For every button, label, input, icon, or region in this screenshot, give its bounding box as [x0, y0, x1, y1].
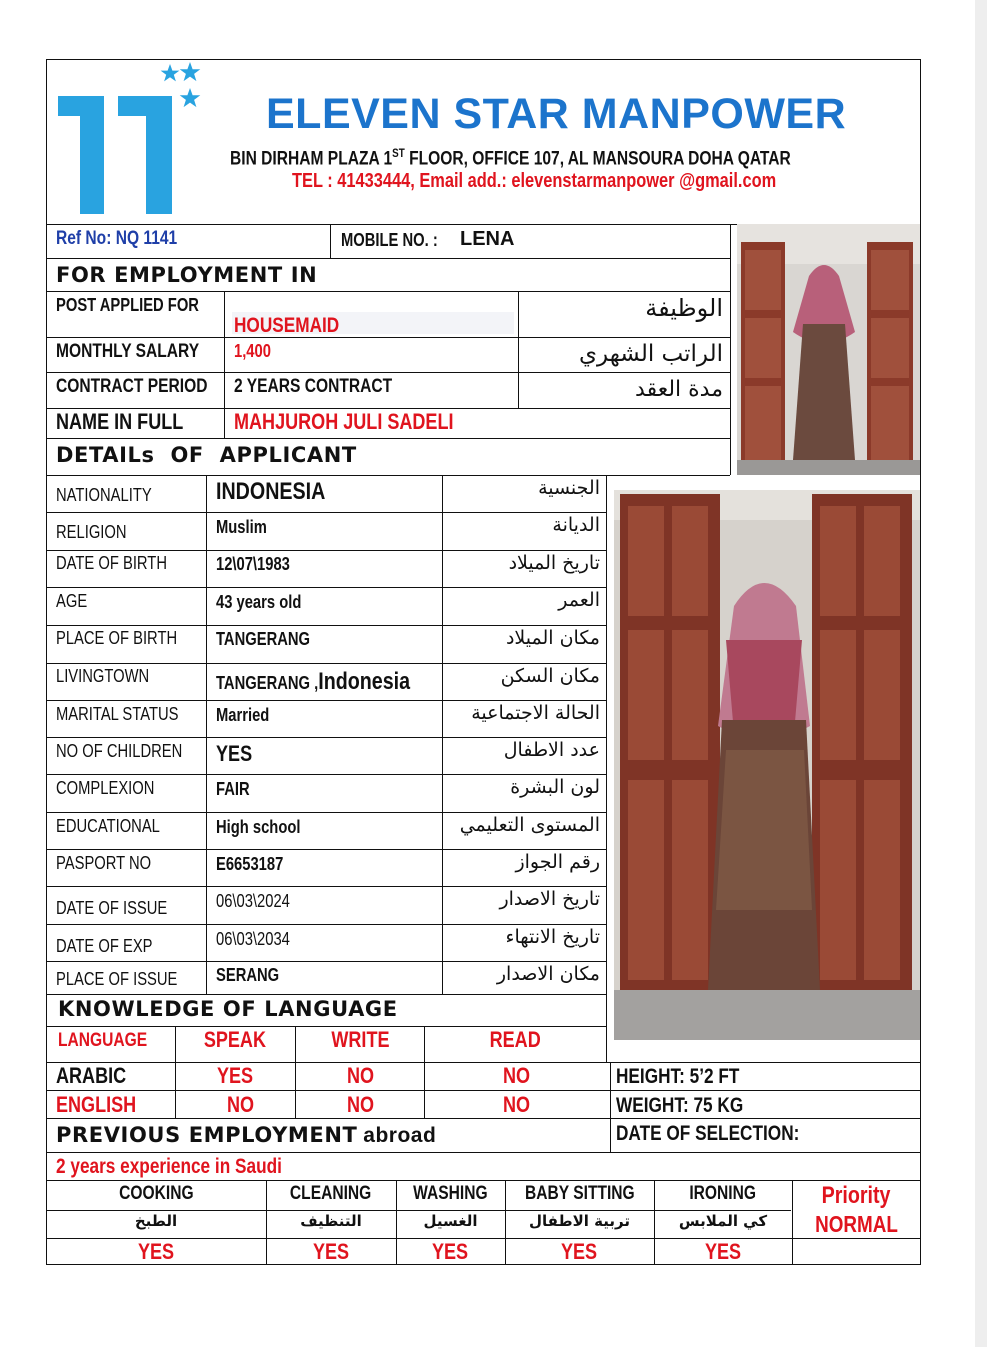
page-edge — [975, 0, 987, 1347]
salary-label: MONTHLY SALARY — [56, 341, 200, 362]
detail-value: High school — [216, 817, 301, 837]
detail-arabic: مكان الميلاد — [505, 627, 600, 649]
ref-number: Ref No: NQ 1141 — [56, 228, 178, 249]
post-label: POST APPLIED FOR — [56, 295, 199, 315]
company-contact: TEL : 41433444, Email add.: elevenstarmanpower @gmail.com — [292, 170, 777, 192]
skill-arabic: الطبخ — [134, 1212, 178, 1230]
skill-value: YES — [561, 1239, 598, 1264]
lang-header-speak: SPEAK — [203, 1027, 267, 1052]
detail-arabic: الديانة — [552, 514, 600, 536]
lang-arabic-speak: YES — [216, 1063, 254, 1088]
date-of-selection-label: DATE OF SELECTION: — [616, 1122, 800, 1145]
lang-arabic-read: NO — [502, 1063, 530, 1088]
detail-label: MARITAL STATUS — [56, 704, 179, 724]
previous-employment-title: PREVIOUS EMPLOYMENT abroad — [56, 1123, 437, 1147]
height-value: HEIGHT: 5’2 FT — [616, 1065, 740, 1088]
detail-label: DATE OF ISSUE — [56, 898, 168, 918]
detail-value: SERANG — [216, 965, 280, 985]
detail-arabic: لون البشرة — [510, 776, 600, 798]
skill-name: IRONING — [689, 1183, 757, 1204]
detail-value: 12\07\1983 — [216, 554, 290, 574]
lang-row-english: ENGLISH — [56, 1092, 137, 1117]
detail-value: E6653187 — [216, 854, 284, 874]
skill-arabic: كي الملابس — [678, 1212, 768, 1230]
detail-arabic: العمر — [558, 589, 600, 611]
detail-arabic: مكان الاصدار — [496, 963, 600, 985]
company-address: BIN DIRHAM PLAZA 1ST FLOOR, OFFICE 107, AL MANSOURA DOHA QATAR — [230, 146, 791, 170]
applicant-photo-small — [737, 224, 920, 475]
priority-label: Priority — [822, 1182, 891, 1209]
detail-arabic: تاريخ الميلاد — [508, 552, 600, 574]
lang-header-language: LANGUAGE — [58, 1030, 148, 1051]
detail-label: PLACE OF BIRTH — [56, 628, 178, 648]
detail-arabic: عدد الاطفال — [503, 739, 600, 761]
lang-arabic-write: NO — [346, 1063, 374, 1088]
skill-value: YES — [432, 1239, 469, 1264]
weight-value: WEIGHT: 75 KG — [616, 1094, 744, 1117]
detail-value: 06\03\2034 — [216, 929, 290, 949]
detail-arabic: الجنسية — [538, 477, 600, 499]
applicant-photo-large — [614, 490, 920, 1040]
detail-arabic: مكان السكن — [500, 665, 600, 687]
skill-value: YES — [312, 1239, 350, 1264]
priority-value: NORMAL — [815, 1211, 898, 1237]
detail-arabic: رقم الجواز — [515, 851, 600, 873]
detail-value: TANGERANG ,Indonesia — [216, 668, 411, 695]
detail-label: DATE OF EXP — [56, 936, 153, 956]
detail-value: YES — [216, 741, 253, 766]
skill-value: YES — [704, 1239, 742, 1264]
employment-title: FOR EMPLOYMENT IN — [56, 263, 318, 287]
skill-name: COOKING — [118, 1183, 194, 1204]
fullname-value: MAHJUROH JULI SADELI — [234, 409, 454, 434]
lang-header-write: WRITE — [330, 1027, 390, 1052]
detail-label: LIVINGTOWN — [56, 666, 150, 686]
detail-arabic: تاريخ الاصدار — [499, 888, 600, 910]
detail-value: FAIR — [216, 779, 250, 799]
skill-value: YES — [137, 1239, 175, 1264]
skill-arabic: الغسيل — [423, 1212, 478, 1230]
detail-label: PASPORT NO — [56, 853, 152, 873]
detail-label: AGE — [56, 591, 88, 611]
detail-value: INDONESIA — [216, 478, 326, 505]
post-arabic: الوظيفة — [645, 294, 723, 322]
detail-label: NATIONALITY — [56, 485, 152, 505]
skill-name: CLEANING — [290, 1183, 372, 1204]
detail-label: COMPLEXION — [56, 778, 155, 798]
post-value: HOUSEMAID — [234, 314, 340, 337]
company-name: ELEVEN STAR MANPOWER — [266, 90, 847, 138]
details-title: DETAILs OF APPLICANT — [56, 443, 357, 467]
detail-value: TANGERANG — [216, 629, 311, 649]
contract-value: 2 YEARS CONTRACT — [234, 376, 393, 397]
detail-value: 43 years old — [216, 592, 302, 612]
detail-label: EDUCATIONAL — [56, 816, 160, 836]
detail-arabic: المستوى التعليمي — [459, 814, 600, 836]
detail-label: PLACE OF ISSUE — [56, 969, 178, 989]
skill-name: WASHING — [413, 1183, 488, 1204]
mobile-value: LENA — [460, 228, 515, 250]
detail-label: NO OF CHILDREN — [56, 741, 183, 761]
skill-arabic: تربية الاطفال — [529, 1212, 630, 1230]
detail-label: DATE OF BIRTH — [56, 553, 167, 573]
salary-arabic: الراتب الشهري — [579, 341, 723, 367]
contract-arabic: مدة العقد — [635, 377, 723, 402]
language-title: KNOWLEDGE OF LANGUAGE — [58, 997, 398, 1021]
lang-row-arabic: ARABIC — [56, 1063, 127, 1088]
lang-english-speak: NO — [226, 1092, 254, 1117]
detail-value: 06\03\2024 — [216, 891, 290, 911]
skill-arabic: التنظيف — [300, 1212, 362, 1230]
lang-english-read: NO — [502, 1092, 530, 1117]
detail-arabic: تاريخ الانتهاء — [505, 926, 600, 948]
contract-label: CONTRACT PERIOD — [56, 376, 208, 397]
detail-value: Married — [216, 705, 270, 725]
skill-name: BABY SITTING — [524, 1183, 635, 1204]
fullname-label: NAME IN FULL — [56, 409, 184, 434]
previous-experience: 2 years experience in Saudi — [56, 1155, 282, 1178]
mobile-label: MOBILE NO. : — [341, 230, 438, 250]
detail-arabic: الحالة الاجتماعية — [471, 702, 600, 724]
detail-label: RELIGION — [56, 522, 127, 542]
lang-header-read: READ — [489, 1027, 541, 1052]
salary-value: 1,400 — [234, 341, 271, 361]
detail-value: Muslim — [216, 517, 267, 537]
lang-english-write: NO — [346, 1092, 374, 1117]
